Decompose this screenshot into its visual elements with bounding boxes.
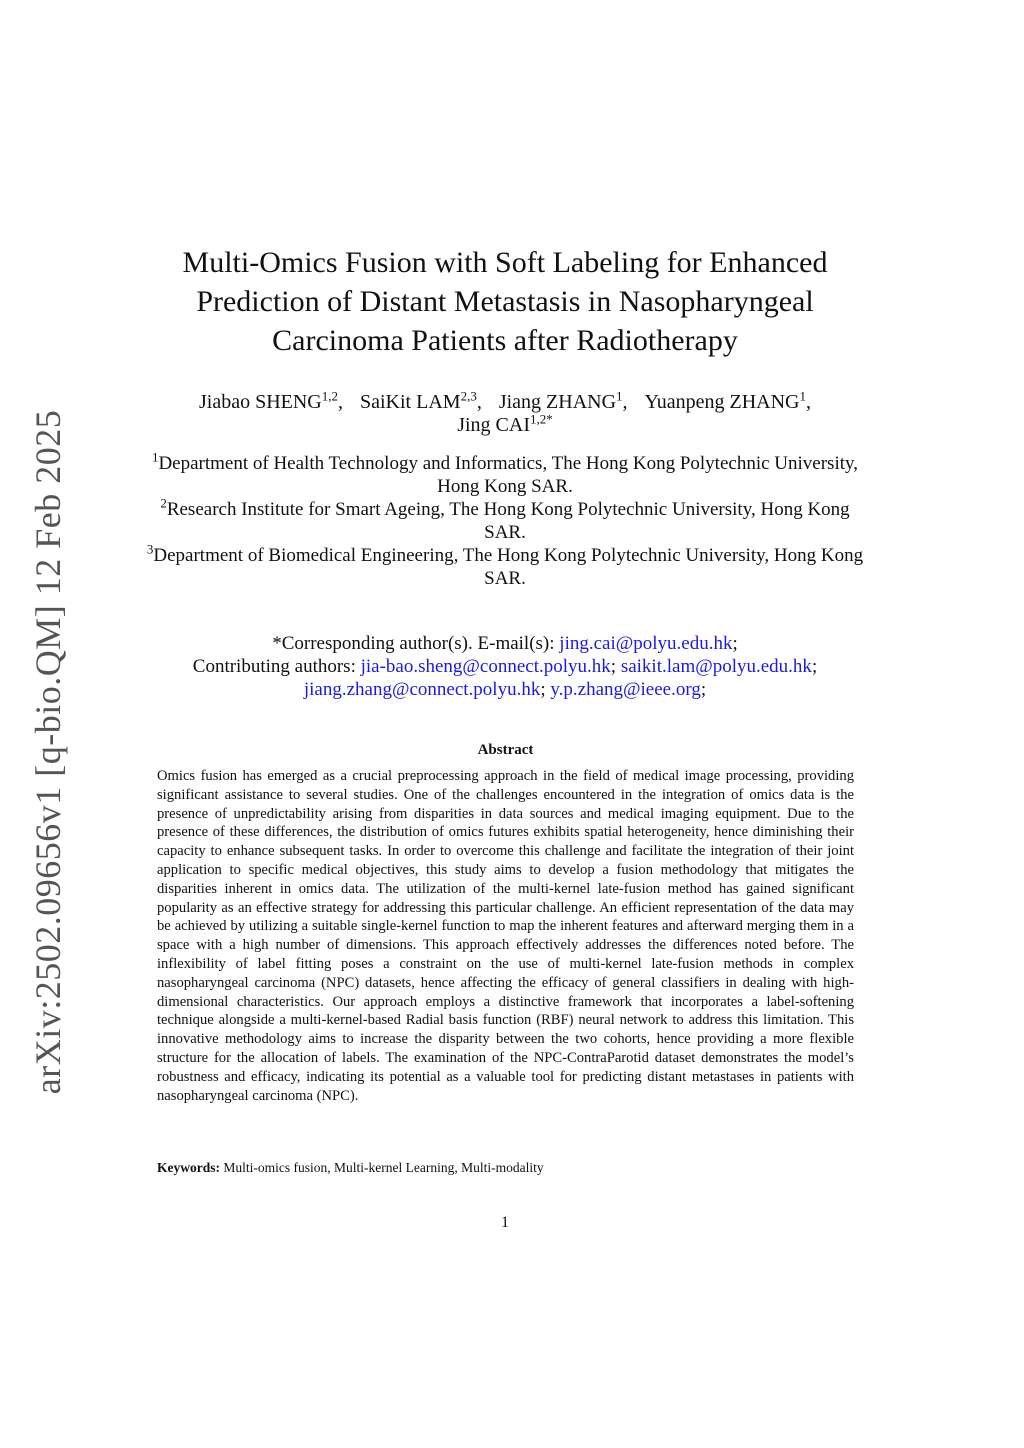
title-line: Prediction of Distant Metastasis in Nasopharyngeal [196, 285, 814, 318]
keywords [157, 1160, 854, 1176]
affiliation: $^2$Research Institute for Smart Ageing, The Hong Kong Polytechnic University, Hong Kong SAR. [160, 495, 850, 543]
affiliation: $^3$Department of Biomedical Engineering, The Hong Kong Polytechnic University, Hong Kong SAR. [146, 541, 864, 589]
keywords-label: Keywords: [157, 1160, 220, 1175]
correspondence-block: *Corresponding author(s). E-mail(s): jing.cai@polyu.edu.hk; Contributing authors: jia-bao.sheng@connect.polyu.hk; saikit.lam@polyu.edu.hk; jiang.zhang@connect.polyu.hk; y.p.zhang@ieee.org; [192, 633, 818, 700]
arxiv-sidebar [18, 409, 78, 1095]
author: Jing $CAI^{1,2*}$ [457, 411, 553, 436]
email-link[interactable]: jing.cai@polyu.edu.hk [559, 633, 733, 654]
keywords-text: Multi-omics fusion, Multi-kernel Learning, Multi-modality [223, 1160, 544, 1175]
email-link[interactable]: jiang.zhang@connect.polyu.hk [303, 679, 541, 700]
affiliation: $^1$Department of Health Technology and Informatics, The Hong Kong Polytechnic University, Hong Kong SAR. [151, 449, 859, 497]
arxiv-identifier: arXiv:2502.09656v1 [q-bio.QM] 12 Feb 2025 [28, 409, 68, 1095]
corresponding-label: *Corresponding author(s). E-mail(s): [272, 633, 555, 654]
page-number: 1 [501, 1214, 509, 1231]
author: Yuanpeng ZHANG$^1$, [644, 388, 812, 413]
author: Jiabao SHENG$^{1,2}$, [198, 388, 343, 413]
email-link[interactable]: y.p.zhang@ieee.org [550, 679, 701, 700]
author-list [140, 388, 870, 437]
email-link[interactable]: saikit.lam@polyu.edu.hk [620, 656, 812, 677]
contributing-label: Contributing authors: [192, 656, 356, 677]
author: Jiang ZHANG$^1$, [498, 388, 628, 413]
abstract-text: Omics fusion has emerged as a crucial preprocessing approach in the field of medical image processing, providing significant assistance to several studies. One of the challenges encountered in the integration of omics data is the presence of unpredictability arising from disparities in data sources and medical imaging equipment. Due to the presence of these differences, the distribution of omics futures exhibits spatial heterogeneity, hence diminishing their capacity to enhance subsequent tasks. In order to overcome this challenge and facilitate the integration of their joint application to specific medical objectives, this study aims to develop a fusion methodology that mitigates the disparities inherent in omics data. The utilization of the multi-kernel late-fusion method has gained significant popularity as an effective strategy for addressing this particular challenge. An efficient representation of the data may be achieved by utilizing a suitable single-kernel function to map the inherent features and afterward merging them in a space with a high number of dimensions. This approach effectively addresses the differences noted before. The inflexibility of label fitting poses a constraint on the use of multi-kernel late-fusion methods in complex nasopharyngeal carcinoma (NPC) datasets, hence affecting the efficacy of general classifiers in dealing with high-dimensional characteristics. Our approach employs a distinctive framework that incorporates a label-softening technique alongside a multi-kernel-based Radial basis function (RBF) neural network to address this limitation. This innovative methodology aims to increase the disparity between the two cohorts, hence providing a more flexible structure for the allocation of labels. The examination of the NPC-ContraParotid dataset demonstrates the model’s robustness and efficacy, indicating its potential as a valuable tool for predicting distant metastases in patients with nasopharyngeal carcinoma (NPC). [157, 768, 854, 1104]
title-line: Carcinoma Patients after Radiotherapy [272, 324, 738, 357]
affiliation-list [140, 449, 870, 590]
paper-title [150, 243, 860, 360]
title-line: Multi-Omics Fusion with Soft Labeling for Enhanced [182, 246, 828, 279]
email-link[interactable]: jia-bao.sheng@connect.polyu.hk [360, 656, 611, 677]
author: SaiKit LAM$^{2,3}$, [360, 388, 482, 413]
abstract-heading: Abstract [477, 742, 534, 758]
